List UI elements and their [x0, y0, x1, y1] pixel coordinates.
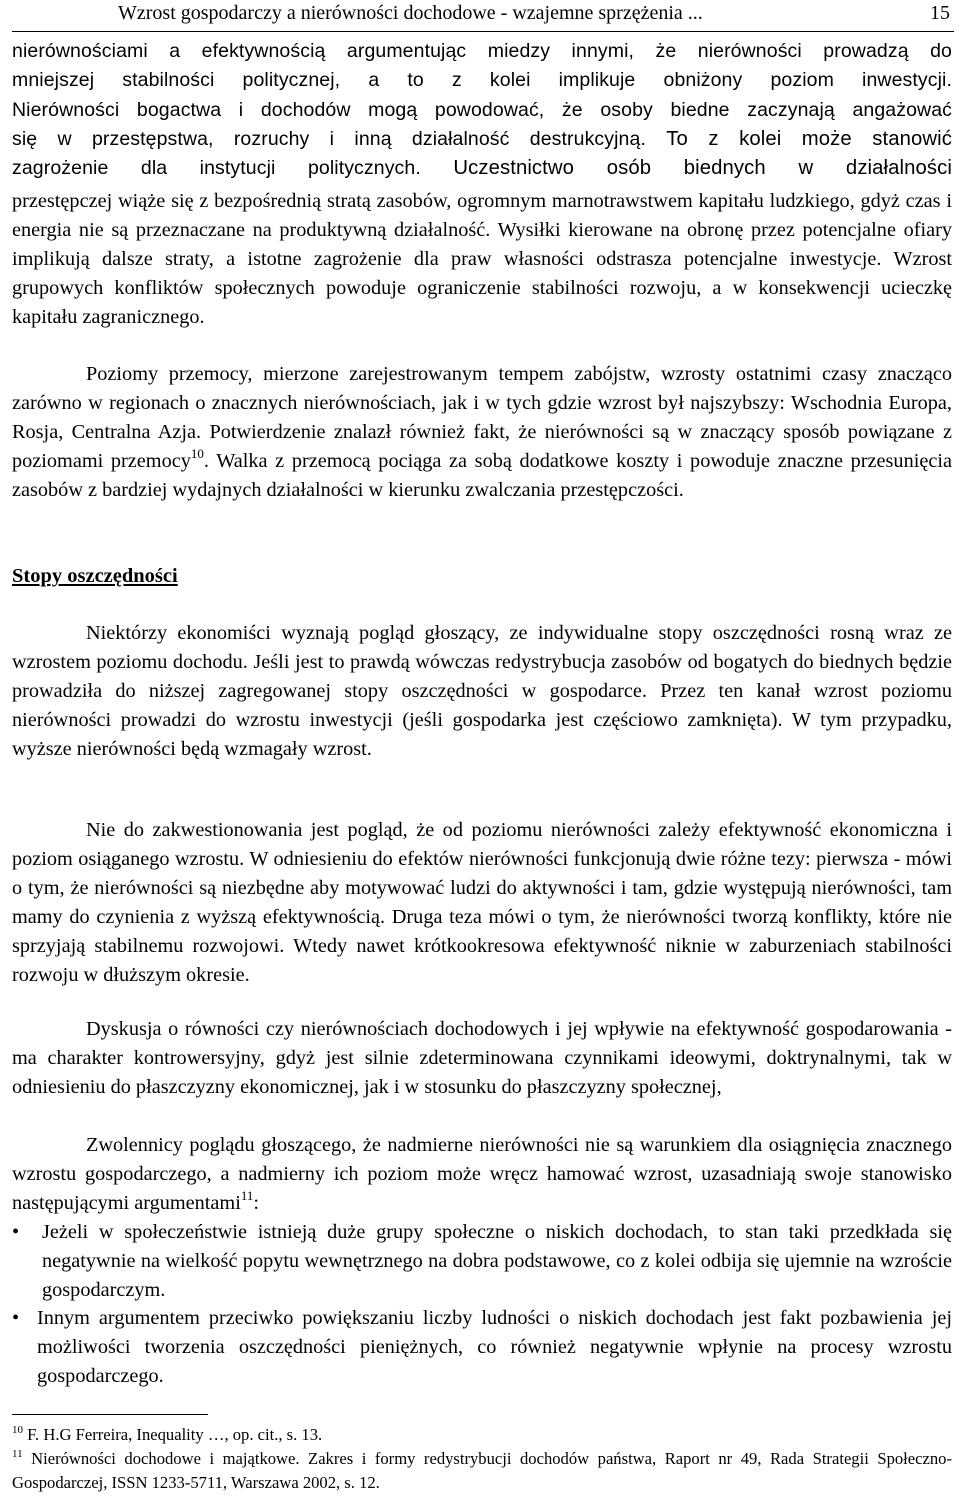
intro-line-5 [12, 154, 952, 183]
supporters-text: Zwolennicy poglądu głoszącego, że nadmierne nierówności nie są warunkiem dla osiągnięcia znacznego wzrostu gospodarczego, a nadmierny ich poziom może wręcz hamować wzrost, uzasadniają swoje stanowisko następującymi argumentami [12, 1134, 952, 1214]
violence-text: Poziomy przemocy, mierzone zarejestrowanym tempem zabójstw, wzrosty ostatnimi czasy znacząco zarówno w regionach o znacznych nierównościach, jak i w tych gdzie wzrost był najszybszy: Wschodnia Europa, Rosja, Centralna Azja. Potwierdzenie znalazł również fakt, że nierówności są w znaczący sposób powiązane z poziomami przemocy [12, 363, 952, 472]
bullet-item-2 [12, 1304, 952, 1391]
running-header [12, 0, 954, 32]
page-number: 15 [930, 2, 950, 24]
intro-line-5-serif: Uczestnictwo osób biednych w działalności [453, 157, 952, 180]
intro-line-1: nierównościami a efektywnością argumentując miedzy innymi, że nierówności prowadzą do [12, 40, 952, 62]
bullet-text-1: Jeżeli w społeczeństwie istnieją duże grupy społeczne o niskich dochodach, to stan taki przedkłada się negatywnie na wielkość popytu wewnętrznego na dobra podstawowe, co z kolei odbija się ujemnie na wzroście gospodarczym. [42, 1221, 952, 1301]
footnote-ref-11[interactable]: 11 [240, 1188, 254, 1203]
footnote-text: F. H.G Ferreira, Inequality …, op. cit., s. 13. [27, 1425, 323, 1444]
discussion-paragraph: Dyskusja o równości czy nierównościach dochodowych i jej wpływie na efektywność gospodarowania - ma charakter kontrowersyjny, gdyż jest silnie zdeterminowana czynnikami ideowymi, doktrynalnymi, tak w odniesieniu do płaszczyzny ekonomicznej, jak i w stosunku do płaszczyzny społecznej, [12, 1018, 952, 1098]
footnote-11 [12, 1447, 952, 1495]
footnote-10 [12, 1423, 952, 1447]
intro-line-4-sans: się w przestępstwa, rozruchy i inną działalność destrukcyjną. [12, 127, 646, 150]
footnote-number: 11 [12, 1448, 23, 1460]
footnote-number: 10 [12, 1424, 23, 1436]
intro-line-2: mniejszej stabilności politycznej, a to z kolei implikuje obniżony poziom inwestycji. [12, 69, 952, 92]
intro-line-4-serif: To z kolei może stanowić [666, 127, 952, 150]
intro-paragraph [12, 37, 952, 183]
bullet-text-2: Innym argumentem przeciwko powiększaniu liczby ludności o niskich dochodach jest fakt pozbawienia jej możliwości tworzenia oszczędności pieniężnych, co również negatywnie wpłynie na procesy wzrostu gospodarczego. [37, 1307, 952, 1387]
intro-continuation: przestępczej wiąże się z bezpośrednią stratą zasobów, ogromnym marnotrawstwem kapitału ludzkiego, gdyż czas i energia nie są przeznaczane na produktywną działalność. Wysiłki kierowane na obronę przez potencjalne ofiary implikują dalsze straty, a istotne zagrożenie dla praw własności odstrasza potencjalne inwestycje. Wzrost grupowych konfliktów społecznych powoduje ograniczenie stabilności rozwoju, a w konsekwencji ucieczkę kapitału zagranicznego. [12, 190, 952, 328]
intro-line-4 [12, 125, 952, 154]
supporters-paragraph [12, 1131, 952, 1218]
section-heading: Stopy oszczędności [12, 565, 178, 587]
violence-text-end: . Walka z przemocą pociąga za sobą dodatkowe koszty i powoduje znaczne przesunięcia zasobów z bardziej wydajnych działalności w kierunku zwalczania przestępczości. [12, 450, 952, 501]
intro-line-5-sans: zagrożenie dla instytucji politycznych. [12, 157, 421, 180]
intro-line-3: Nierówności bogactwa i dochodów mogą powodować, że osoby biedne zaczynają angażować [12, 98, 952, 121]
bullet-item-1 [12, 1218, 952, 1305]
running-title: Wzrost gospodarczy a nierówności dochodowe - wzajemne sprzężenia ... [118, 2, 703, 24]
footnote-ref-10[interactable]: 10 [190, 446, 204, 461]
dependence-paragraph: Nie do zakwestionowania jest pogląd, że od poziomu nierówności zależy efektywność ekonomiczna i poziom osiąganego wzrostu. W odniesieniu do efektów nierówności funkcjonują dwie różne tezy: pierwsza - mówi o tym, że nierówności są niezbędne aby motywować ludzi do aktywności i tam, gdzie występują nierówności, tam mamy do czynienia z wyższą efektywnością. Druga teza mówi o tym, że nierówności tworzą konflikty, które nie sprzyjają stabilnemu rozwojowi. Wtedy nawet krótkookresowa efektywność niknie w zaburzeniach stabilności rozwoju w dłuższym okresie. [12, 819, 952, 986]
footnote-text: Nierówności dochodowe i majątkowe. Zakres i formy redystrybucji dochodów państwa, Raport nr 49, Rada Strategii Społeczno-Gospodarczej, ISSN 1233-5711, Warszawa 2002, s. 12. [12, 1449, 952, 1492]
violence-paragraph [12, 360, 952, 505]
supporters-text-end: : [253, 1192, 260, 1214]
bullet-icon: • [12, 1307, 20, 1329]
savings-paragraph: Niektórzy ekonomiści wyznają pogląd głoszący, ze indywidualne stopy oszczędności rosną wraz ze wzrostem poziomu dochodu. Jeśli jest to prawdą wówczas redystrybucja zasobów od bogatych do biednych będzie prowadziła do niższej zagregowanej stopy oszczędności w gospodarce. Przez ten kanał wzrost poziomu nierówności prowadzi do wzrostu inwestycji (jeśli gospodarka jest częściowo zamknięta). W tym przypadku, wyższe nierówności będą wzmagały wzrost. [12, 622, 952, 760]
bullet-icon: • [12, 1221, 20, 1243]
footnote-separator [12, 1414, 208, 1415]
